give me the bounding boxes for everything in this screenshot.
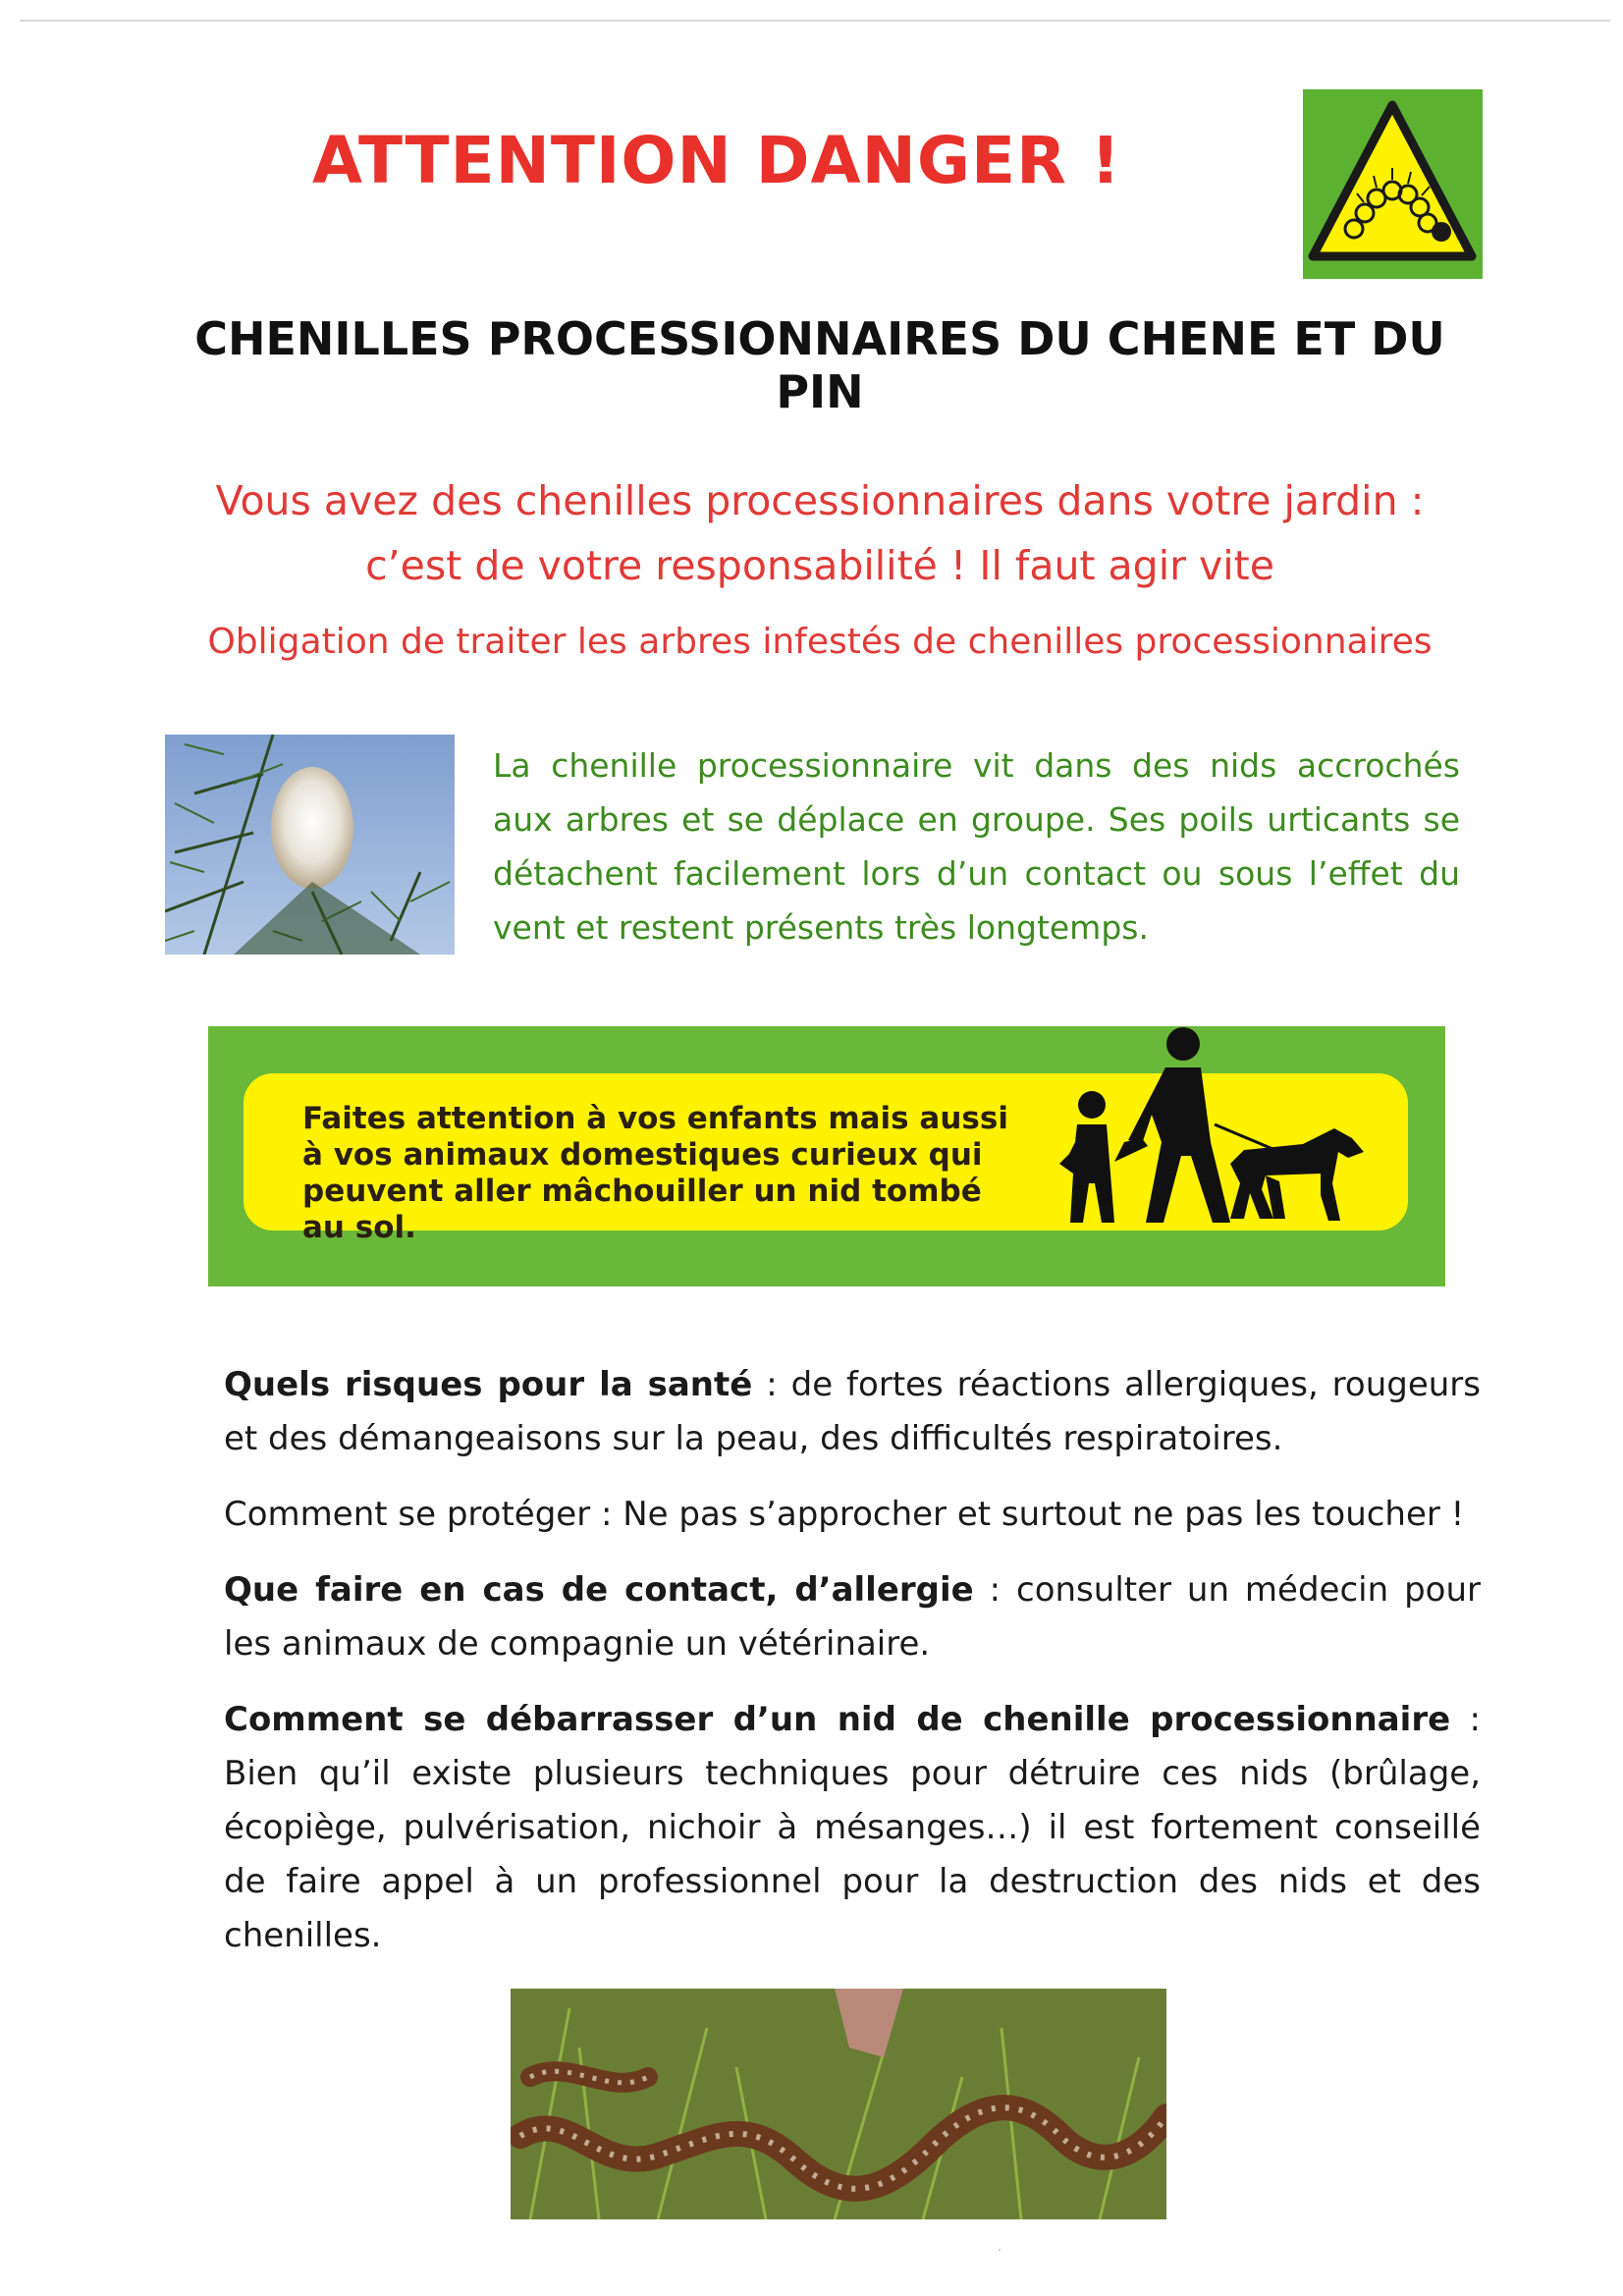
banner-message bbox=[302, 1101, 1009, 1246]
caterpillar-procession-photo bbox=[511, 1989, 1166, 2219]
obligation-notice: Obligation de traiter les arbres infestés de chenilles processionnaires bbox=[207, 622, 1433, 662]
children-pets-banner bbox=[208, 1026, 1445, 1286]
contact-label: Que faire en cas de contact, d’allergie bbox=[224, 1570, 974, 1610]
page-subtitle: CHENILLES PROCESSIONNAIRES DU CHENE ET DU PIN bbox=[194, 312, 1445, 418]
banner-line-1: Faites attention à vos enfants mais aussi bbox=[302, 1101, 1008, 1136]
protection-paragraph: Comment se protéger : Ne pas s’approcher et surtout ne pas les toucher ! bbox=[224, 1495, 1465, 1534]
scan-speck: · bbox=[997, 2239, 1002, 2259]
responsibility-warning bbox=[147, 468, 1492, 598]
health-risks-text: : de fortes réactions allergiques, rougeurs et des démangeaisons sur la peau, des difficultés respiratoires. bbox=[224, 1365, 1481, 1458]
intro-paragraph: La chenille processionnaire vit dans des nids accrochés aux arbres et se déplace en groupe. Ses poils urticants se détachent facilement lors d’un contact ou sous l’effet du vent et restent présents très longtemps. bbox=[493, 746, 1460, 947]
page-headline: ATTENTION DANGER ! bbox=[312, 123, 1121, 198]
health-risks-paragraph bbox=[224, 1358, 1481, 1466]
health-risks-label: Quels risques pour la santé bbox=[224, 1365, 753, 1404]
contact-text: : consulter un médecin pour les animaux de compagnie un vétérinaire. bbox=[224, 1570, 1481, 1664]
health-info-section bbox=[224, 1358, 1481, 1985]
pine-nest-photo bbox=[165, 735, 455, 955]
warning-line-1: Vous avez des chenilles processionnaires dans votre jardin : bbox=[215, 477, 1425, 524]
removal-label: Comment se débarrasser d’un nid de chenille processionnaire bbox=[224, 1700, 1451, 1739]
adult-child-dog-icon bbox=[1008, 1026, 1440, 1282]
caterpillar-warning-icon bbox=[1303, 89, 1483, 279]
removal-text: : Bien qu’il existe plusieurs techniques pour détruire ces nids (brûlage, écopiège, pulvérisation, nichoir à mésanges…) il est fortement conseillé de faire appel à un professionnel pour la destruction des nids et des chenilles. bbox=[224, 1700, 1482, 1955]
contact-paragraph bbox=[224, 1563, 1481, 1671]
removal-paragraph bbox=[224, 1693, 1481, 1963]
banner-line-2: à vos animaux domestiques curieux qui bbox=[302, 1137, 983, 1173]
top-rule bbox=[20, 20, 1610, 22]
warning-line-2: c’est de votre responsabilité ! Il faut agir vite bbox=[365, 542, 1274, 589]
banner-line-3: peuvent aller mâchouiller un nid tombé au sol. bbox=[302, 1174, 982, 1245]
